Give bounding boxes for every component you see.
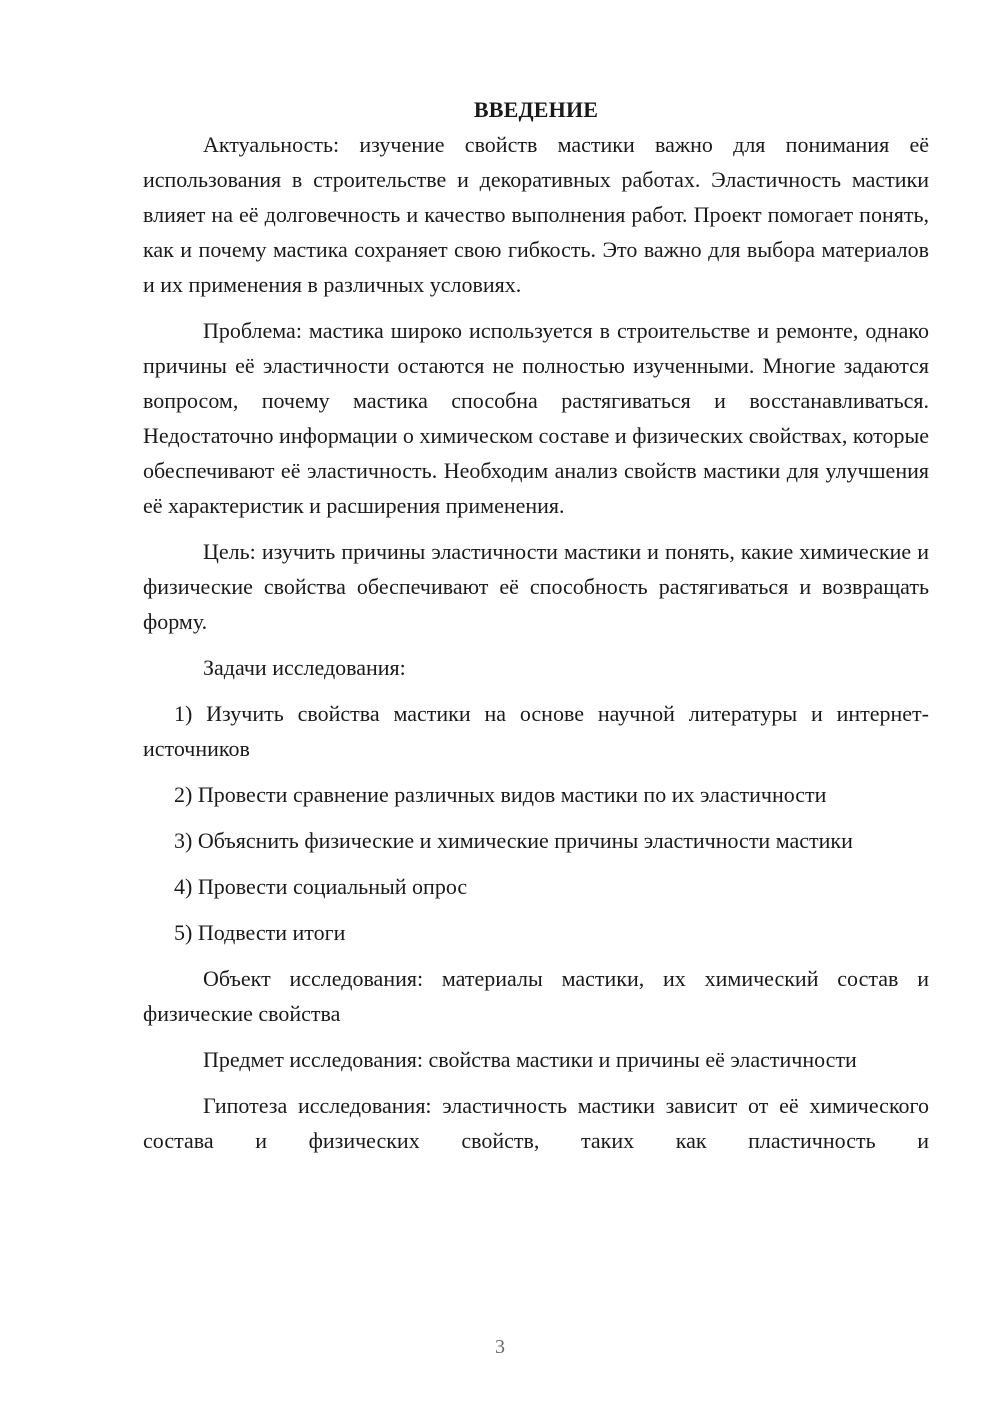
task-item-1: 1) Изучить свойства мастики на основе научной литературы и интернет-источников bbox=[143, 701, 929, 761]
goal-paragraph: Цель: изучить причины эластичности мастики и понять, какие химические и физические свойства обеспечивают её способность растягиваться и возвращать форму. bbox=[143, 539, 929, 634]
task-item-4: 4) Провести социальный опрос bbox=[174, 874, 468, 899]
tasks-heading: Задачи исследования: bbox=[203, 655, 406, 680]
relevance-paragraph: Актуальность: изучение свойств мастики важно для понимания её использования в строительстве и декоративных работах. Эластичность мастики влияет на её долговечность и качество выполнения работ. Проект помогает понять, как и почему мастика сохраняет свою гибкость. Это важно для выбора материалов и их применения в различных условиях. bbox=[143, 132, 929, 297]
hypothesis-paragraph: Гипотеза исследования: эластичность мастики зависит от её химического состава и физических свойств, таких как пластичность и bbox=[143, 1093, 929, 1153]
page-title: ВВЕДЕНИЕ bbox=[473, 97, 599, 122]
subject-paragraph: Предмет исследования: свойства мастики и причины её эластичности bbox=[203, 1047, 857, 1072]
task-item-3: 3) Объяснить физические и химические причины эластичности мастики bbox=[174, 828, 853, 853]
task-item-2: 2) Провести сравнение различных видов мастики по их эластичности bbox=[174, 782, 827, 807]
page-number: 3 bbox=[495, 1336, 505, 1358]
task-item-5: 5) Подвести итоги bbox=[174, 920, 346, 945]
problem-paragraph: Проблема: мастика широко используется в строительстве и ремонте, однако причины её эластичности остаются не полностью изученными. Многие задаются вопросом, почему мастика способна растягиваться и восстанавливаться. Недостаточно информации о химическом составе и физических свойствах, которые обеспечивают её эластичность. Необходим анализ свойств мастики для улучшения её характеристик и расширения применения. bbox=[143, 318, 929, 518]
object-paragraph: Объект исследования: материалы мастики, их химический состав и физические свойства bbox=[143, 966, 929, 1026]
page-content bbox=[143, 92, 929, 1158]
